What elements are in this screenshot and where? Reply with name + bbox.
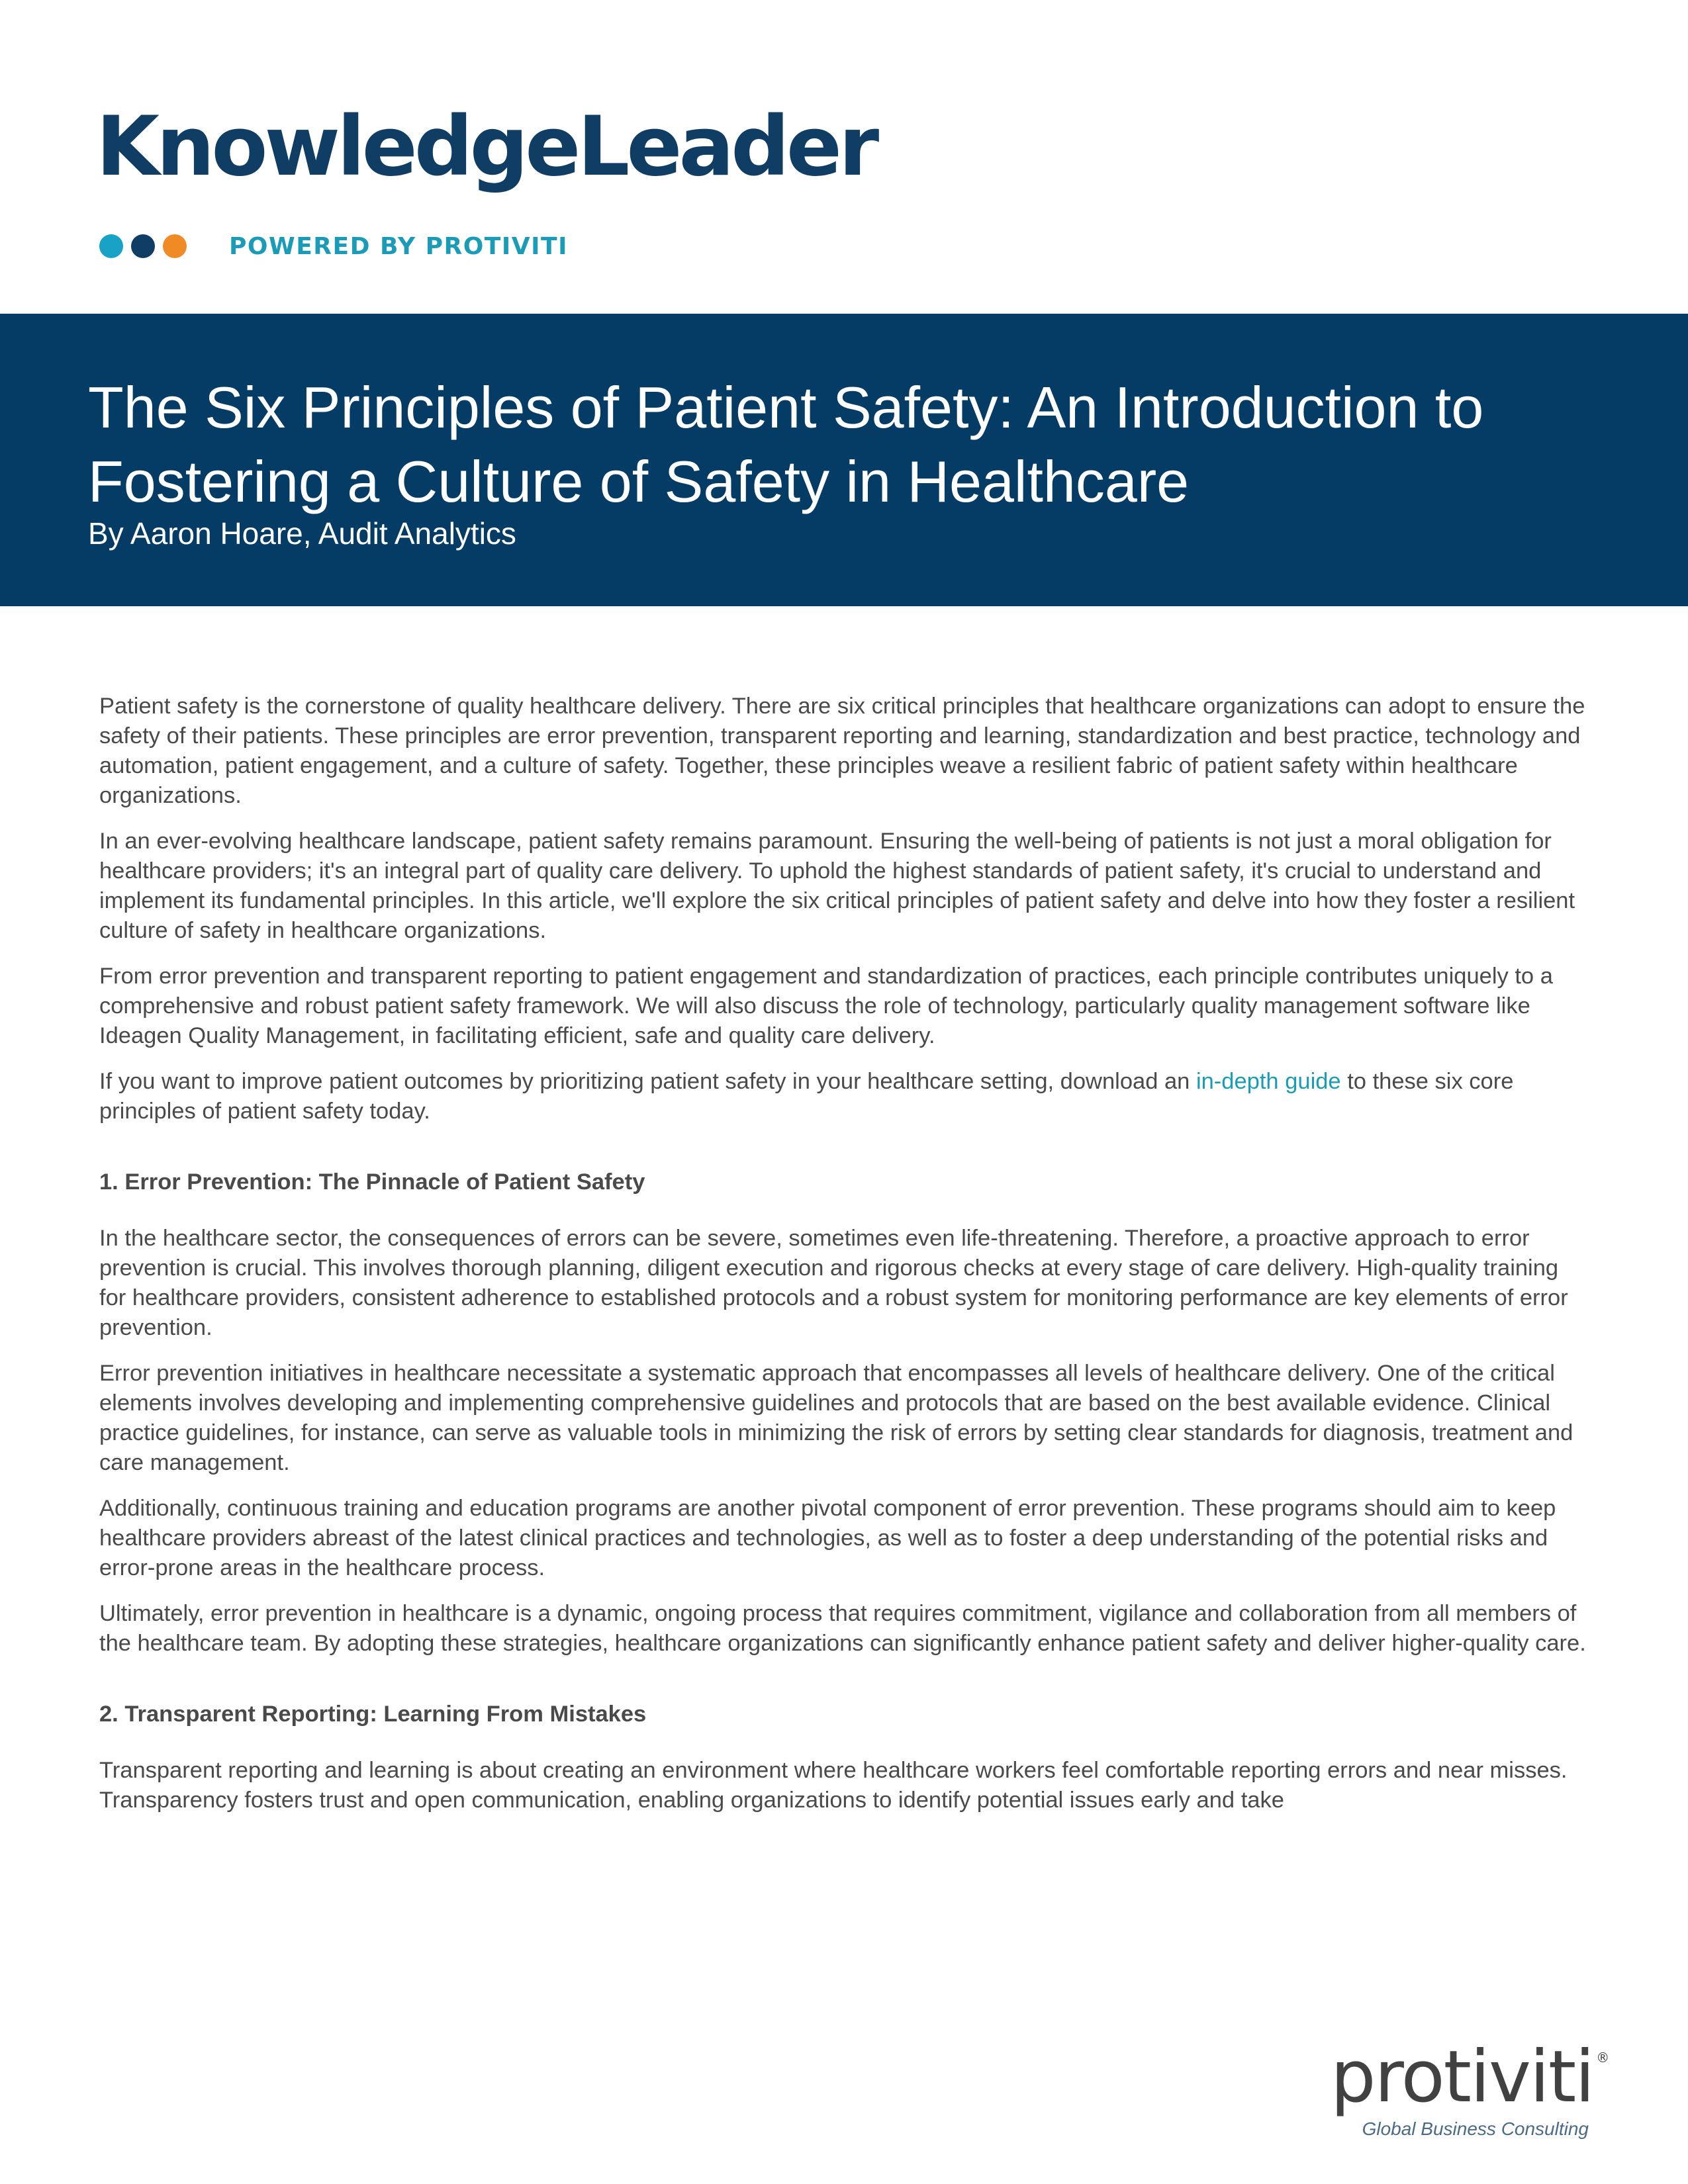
powered-by-tagline: POWERED BY PROTIVITI xyxy=(229,232,568,260)
protiviti-logo xyxy=(1331,2036,1610,2140)
intro-paragraph-2: In an ever-evolving healthcare landscape, patient safety remains paramount. Ensuring the well-being of patients is not just a moral obligation for healthcare providers; it's an integral part of quality care delivery. To uphold the highest standards of patient safety, it's crucial to understand and implement its fundamental principles. In this article, we'll explore the six critical principles of patient safety and delve into how they foster a resilient culture of safety in healthcare organizations. xyxy=(99,829,1575,943)
section-1-paragraph-3: Additionally, continuous training and education programs are another pivotal component of error prevention. These programs should aim to keep healthcare providers abreast of the latest clinical practices and technologies, as well as to foster a deep understanding of the potential risks and error-prone areas in the healthcare process. xyxy=(99,1496,1556,1580)
powered-by-row xyxy=(99,232,568,261)
protiviti-wordmark-text: protiviti xyxy=(1331,2036,1594,2118)
article-title-line-1: The Six Principles of Patient Safety: An Introduction to xyxy=(88,375,1484,440)
section-2-heading: 2. Transparent Reporting: Learning From Mistakes xyxy=(99,1702,647,1727)
knowledgeleader-logo xyxy=(96,99,876,195)
section-1-paragraph-2: Error prevention initiatives in healthcare necessitate a systematic approach that encompasses all levels of healthcare delivery. One of the critical elements involves developing and implementing comprehensive guidelines and protocols that are based on the best available evidence. Clinical practice guidelines, for instance, can serve as valuable tools in minimizing the risk of errors by setting clear standards for diagnosis, treatment and care management. xyxy=(99,1361,1573,1475)
section-1-heading: 1. Error Prevention: The Pinnacle of Patient Safety xyxy=(99,1169,645,1195)
in-depth-guide-link[interactable]: in-depth guide xyxy=(1196,1069,1341,1094)
article-title-line-2: Fostering a Culture of Safety in Healthcare xyxy=(88,449,1190,514)
intro-paragraph-4-end: to these six core principles of patient safety today. xyxy=(99,1069,1514,1124)
intro-paragraph-4-start: If you want to improve patient outcomes by prioritizing patient safety in your healthcare setting, download an xyxy=(99,1069,1196,1094)
section-1-paragraph-1: In the healthcare sector, the consequences of errors can be severe, sometimes even life-threatening. Therefore, a proactive approach to error prevention is crucial. This involves thorough planning, diligent execution and rigorous checks at every stage of care delivery. High-quality training for healthcare providers, consistent adherence to established protocols and a robust system for monitoring performance are key elements of error prevention. xyxy=(99,1226,1568,1340)
intro-paragraph-4 xyxy=(99,1067,1589,1126)
article-title xyxy=(88,371,1630,519)
author-byline: By Aaron Hoare, Audit Analytics xyxy=(88,516,516,551)
registered-mark: ® xyxy=(1596,2050,1610,2066)
section-1-paragraph-4: Ultimately, error prevention in healthcare is a dynamic, ongoing process that requires commitment, vigilance and collaboration from all members of the healthcare team. By adopting these strategies, healthcare organizations can significantly enhance patient safety and deliver higher-quality care. xyxy=(99,1601,1586,1656)
brand-name: KnowledgeLeader xyxy=(96,99,876,195)
intro-paragraph-3: From error prevention and transparent reporting to patient engagement and standardization of practices, each principle contributes uniquely to a comprehensive and robust patient safety framework. We will also discuss the role of technology, particularly quality management software like Ideagen Quality Management, in facilitating efficient, safe and quality care delivery. xyxy=(99,964,1553,1048)
protiviti-tagline: Global Business Consulting xyxy=(1362,2118,1589,2139)
section-2-paragraph-1: Transparent reporting and learning is about creating an environment where healthcare workers feel comfortable reporting errors and near misses. Transparency fosters trust and open communication, enabling organizations to identify potential issues early and take xyxy=(99,1758,1568,1813)
intro-paragraph-1: Patient safety is the cornerstone of quality healthcare delivery. There are six critical principles that healthcare organizations can adopt to ensure the safety of their patients. These principles are error prevention, transparent reporting and learning, standardization and best practice, technology and automation, patient engagement, and a culture of safety. Together, these principles weave a resilient fabric of patient safety within healthcare organizations. xyxy=(99,694,1585,808)
teal-dot-icon xyxy=(99,234,123,258)
article-body xyxy=(99,692,1589,1831)
navy-dot-icon xyxy=(131,234,155,258)
protiviti-wordmark xyxy=(1331,2036,1610,2118)
orange-dot-icon xyxy=(163,234,187,258)
